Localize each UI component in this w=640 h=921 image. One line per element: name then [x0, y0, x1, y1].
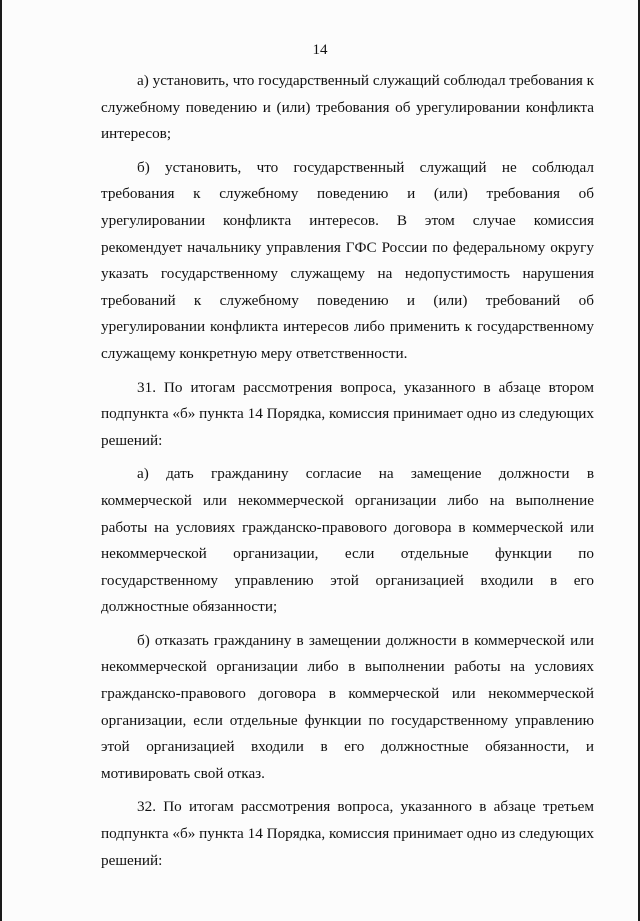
paragraph-32: 32. По итогам рассмотрения вопроса, указанного в абзаце третьем подпункта «б» пункта 14 Порядка, комиссия принимает одно из следующих решений:	[101, 798, 594, 869]
paragraph-30a: а) установить, что государственный служащий соблюдал требования к служебному поведению и (или) требования об урегулировании конфликта интересов;	[101, 72, 594, 143]
page-number: 14	[312, 42, 328, 58]
document-body	[101, 68, 594, 881]
paragraph-30b: б) установить, что государственный служащий не соблюдал требования к служебному поведению и (или) требования об урегулировании конфликта интересов. В этом случае комиссия рекомендует начальнику управления ГФС России по федеральному округу указать государственному служащему на недопустимость нарушения требований к служебному поведению и (или) требований об урегулировании конфликта интересов либо применить к государственному служащему конкретную меру ответственности.	[101, 158, 594, 362]
paragraph-31a: а) дать гражданину согласие на замещение должности в коммерческой или некоммерческой организации либо на выполнение работы на условиях гражданско-правового договора в коммерческой или некоммерческой организации, если отдельные функции по государственному управлению этой организацией входили в его должностные обязанности;	[101, 465, 594, 616]
paragraph-31b: б) отказать гражданину в замещении должности в коммерческой или некоммерческой организации либо в выполнении работы на условиях гражданско-правового договора в коммерческой или некоммерческой организации, если отдельные функции по государственному управлению этой организацией входили в его должностные обязанности, и мотивировать свой отказ.	[101, 631, 594, 782]
paragraph-31: 31. По итогам рассмотрения вопроса, указанного в абзаце втором подпункта «б» пункта 14 Порядка, комиссия принимает одно из следующих решений:	[101, 378, 594, 449]
scan-left-edge	[0, 0, 2, 921]
